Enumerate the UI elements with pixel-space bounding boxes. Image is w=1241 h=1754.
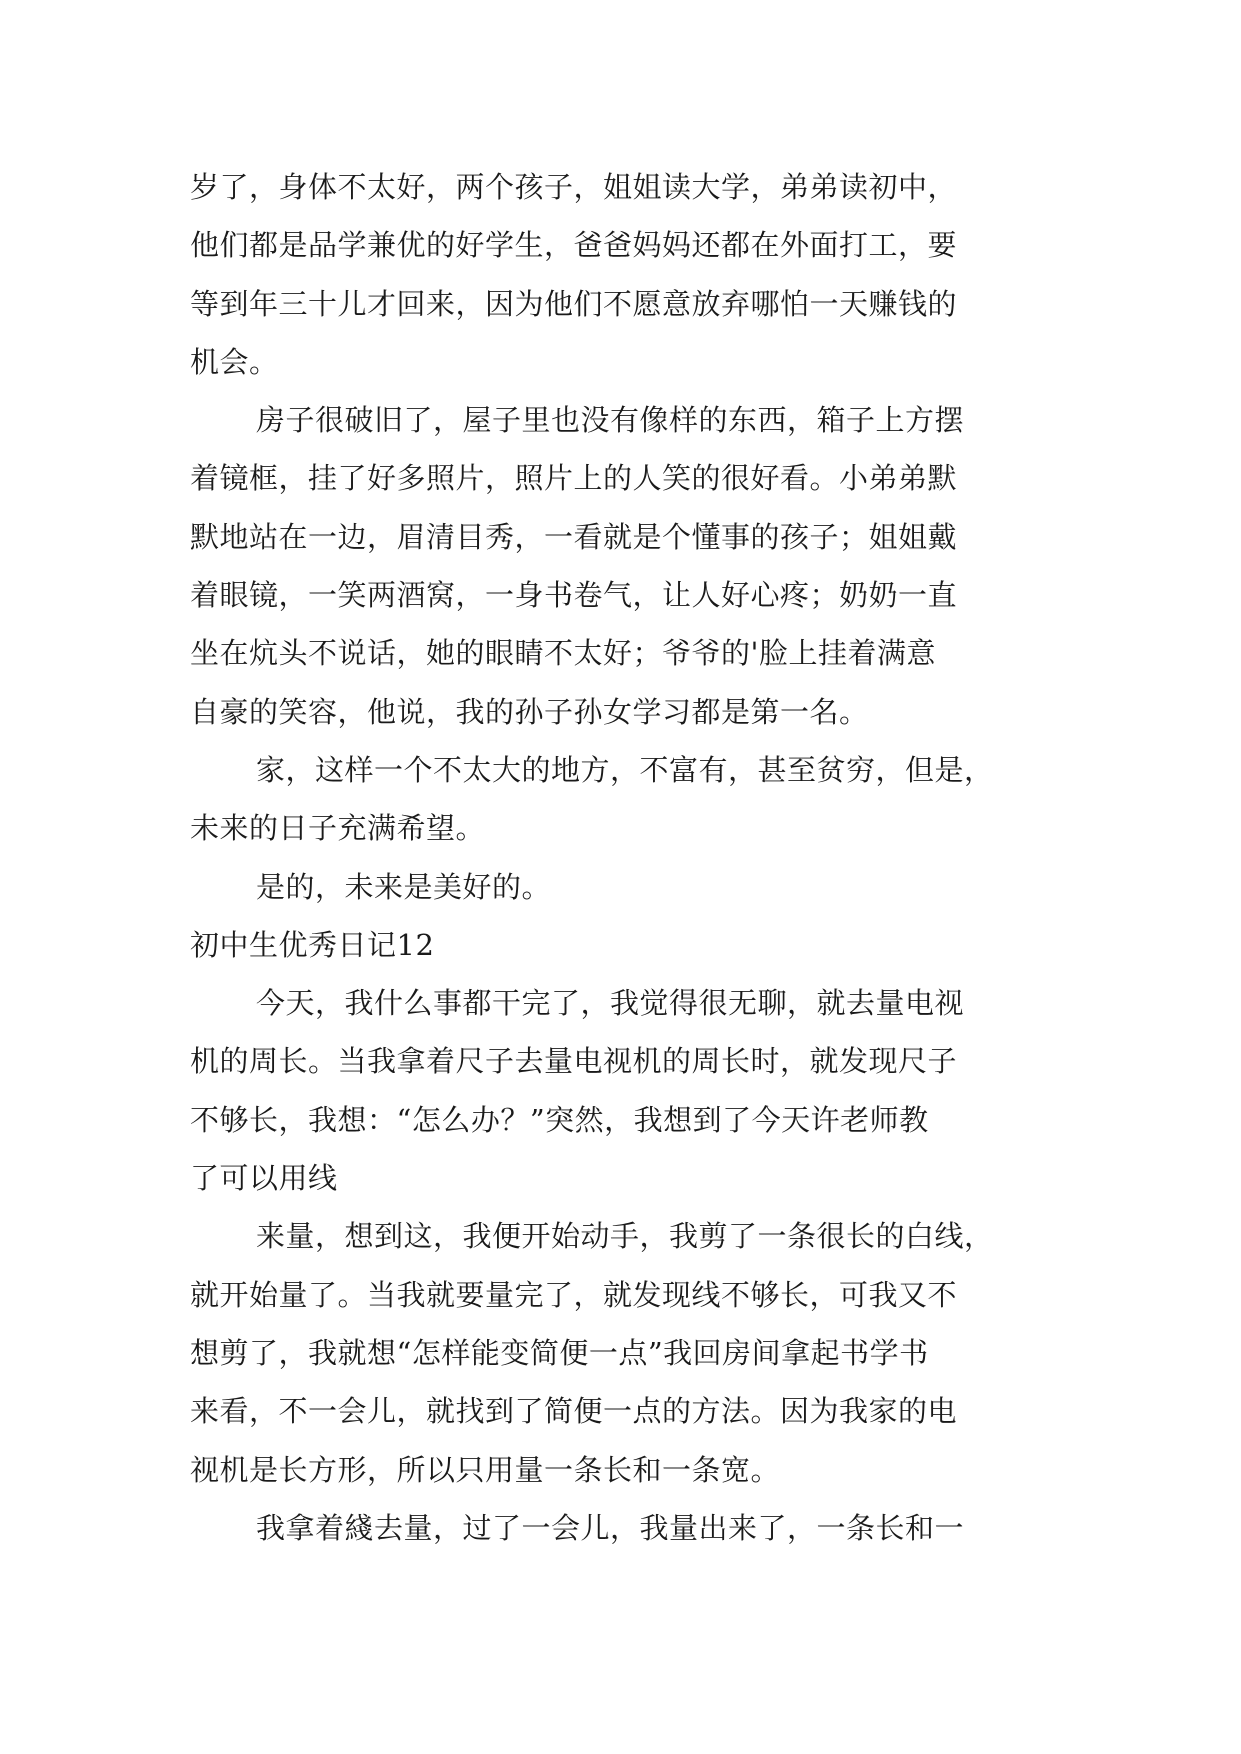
text-line: 来看，不一会儿，就找到了简便一点的方法。因为我家的电 [190,1394,958,1429]
paragraph-start-line: 来量，想到这，我便开始动手，我剪了一条很长的白线， [256,1219,994,1254]
text-line: 就开始量了。当我就要量完了，就发现线不够长，可我又不 [190,1277,958,1312]
text-line: 自豪的笑容，他说，我的孙子孙女学习都是第一名。 [190,694,869,729]
text-line: 机会。 [190,344,279,379]
document-body [190,158,1070,1557]
text-line: 不够长，我想：“怎么办？”突然，我想到了今天许老师教 [190,1102,929,1137]
text-line: 他们都是品学兼优的好学生，爸爸妈妈还都在外面打工，要 [190,228,958,263]
section-heading: 初中生优秀日记12 [190,927,435,962]
text-line: 未来的日子充满希望。 [190,811,486,846]
paragraph-start-line: 房子很破旧了，屋子里也没有像样的东西，箱子上方摆 [256,403,965,438]
paragraph-start-line: 我拿着綫去量，过了一会儿，我量出来了，一条长和一 [256,1510,965,1545]
paragraph-start-line: 家，这样一个不太大的地方，不富有，甚至贫穷，但是， [256,752,994,787]
text-line: 想剪了，我就想“怎样能变简便一点”我回房间拿起书学书 [190,1335,929,1370]
paragraph-start-line: 是的，未来是美好的。 [256,869,552,904]
text-line: 了可以用线 [190,1161,338,1196]
text-line: 坐在炕头不说话，她的眼睛不太好；爷爷的'脸上挂着满意 [190,636,936,671]
paragraph-start-line: 今天，我什么事都干完了，我觉得很无聊，就去量电视 [256,986,965,1021]
text-line: 视机是长方形，所以只用量一条长和一条宽。 [190,1452,781,1487]
text-line: 着眼镜，一笑两酒窝，一身书卷气，让人好心疼；奶奶一直 [190,578,958,613]
text-line: 默地站在一边，眉清目秀，一看就是个懂事的孩子；姐姐戴 [190,519,958,554]
text-line: 等到年三十儿才回来，因为他们不愿意放弃哪怕一天赚钱的 [190,286,958,321]
text-line: 岁了，身体不太好，两个孩子，姐姐读大学，弟弟读初中， [190,170,958,204]
text-line: 机的周长。当我拿着尺子去量电视机的周长时，就发现尺子 [190,1044,958,1079]
text-line: 着镜框，挂了好多照片，照片上的人笑的很好看。小弟弟默 [190,461,958,496]
